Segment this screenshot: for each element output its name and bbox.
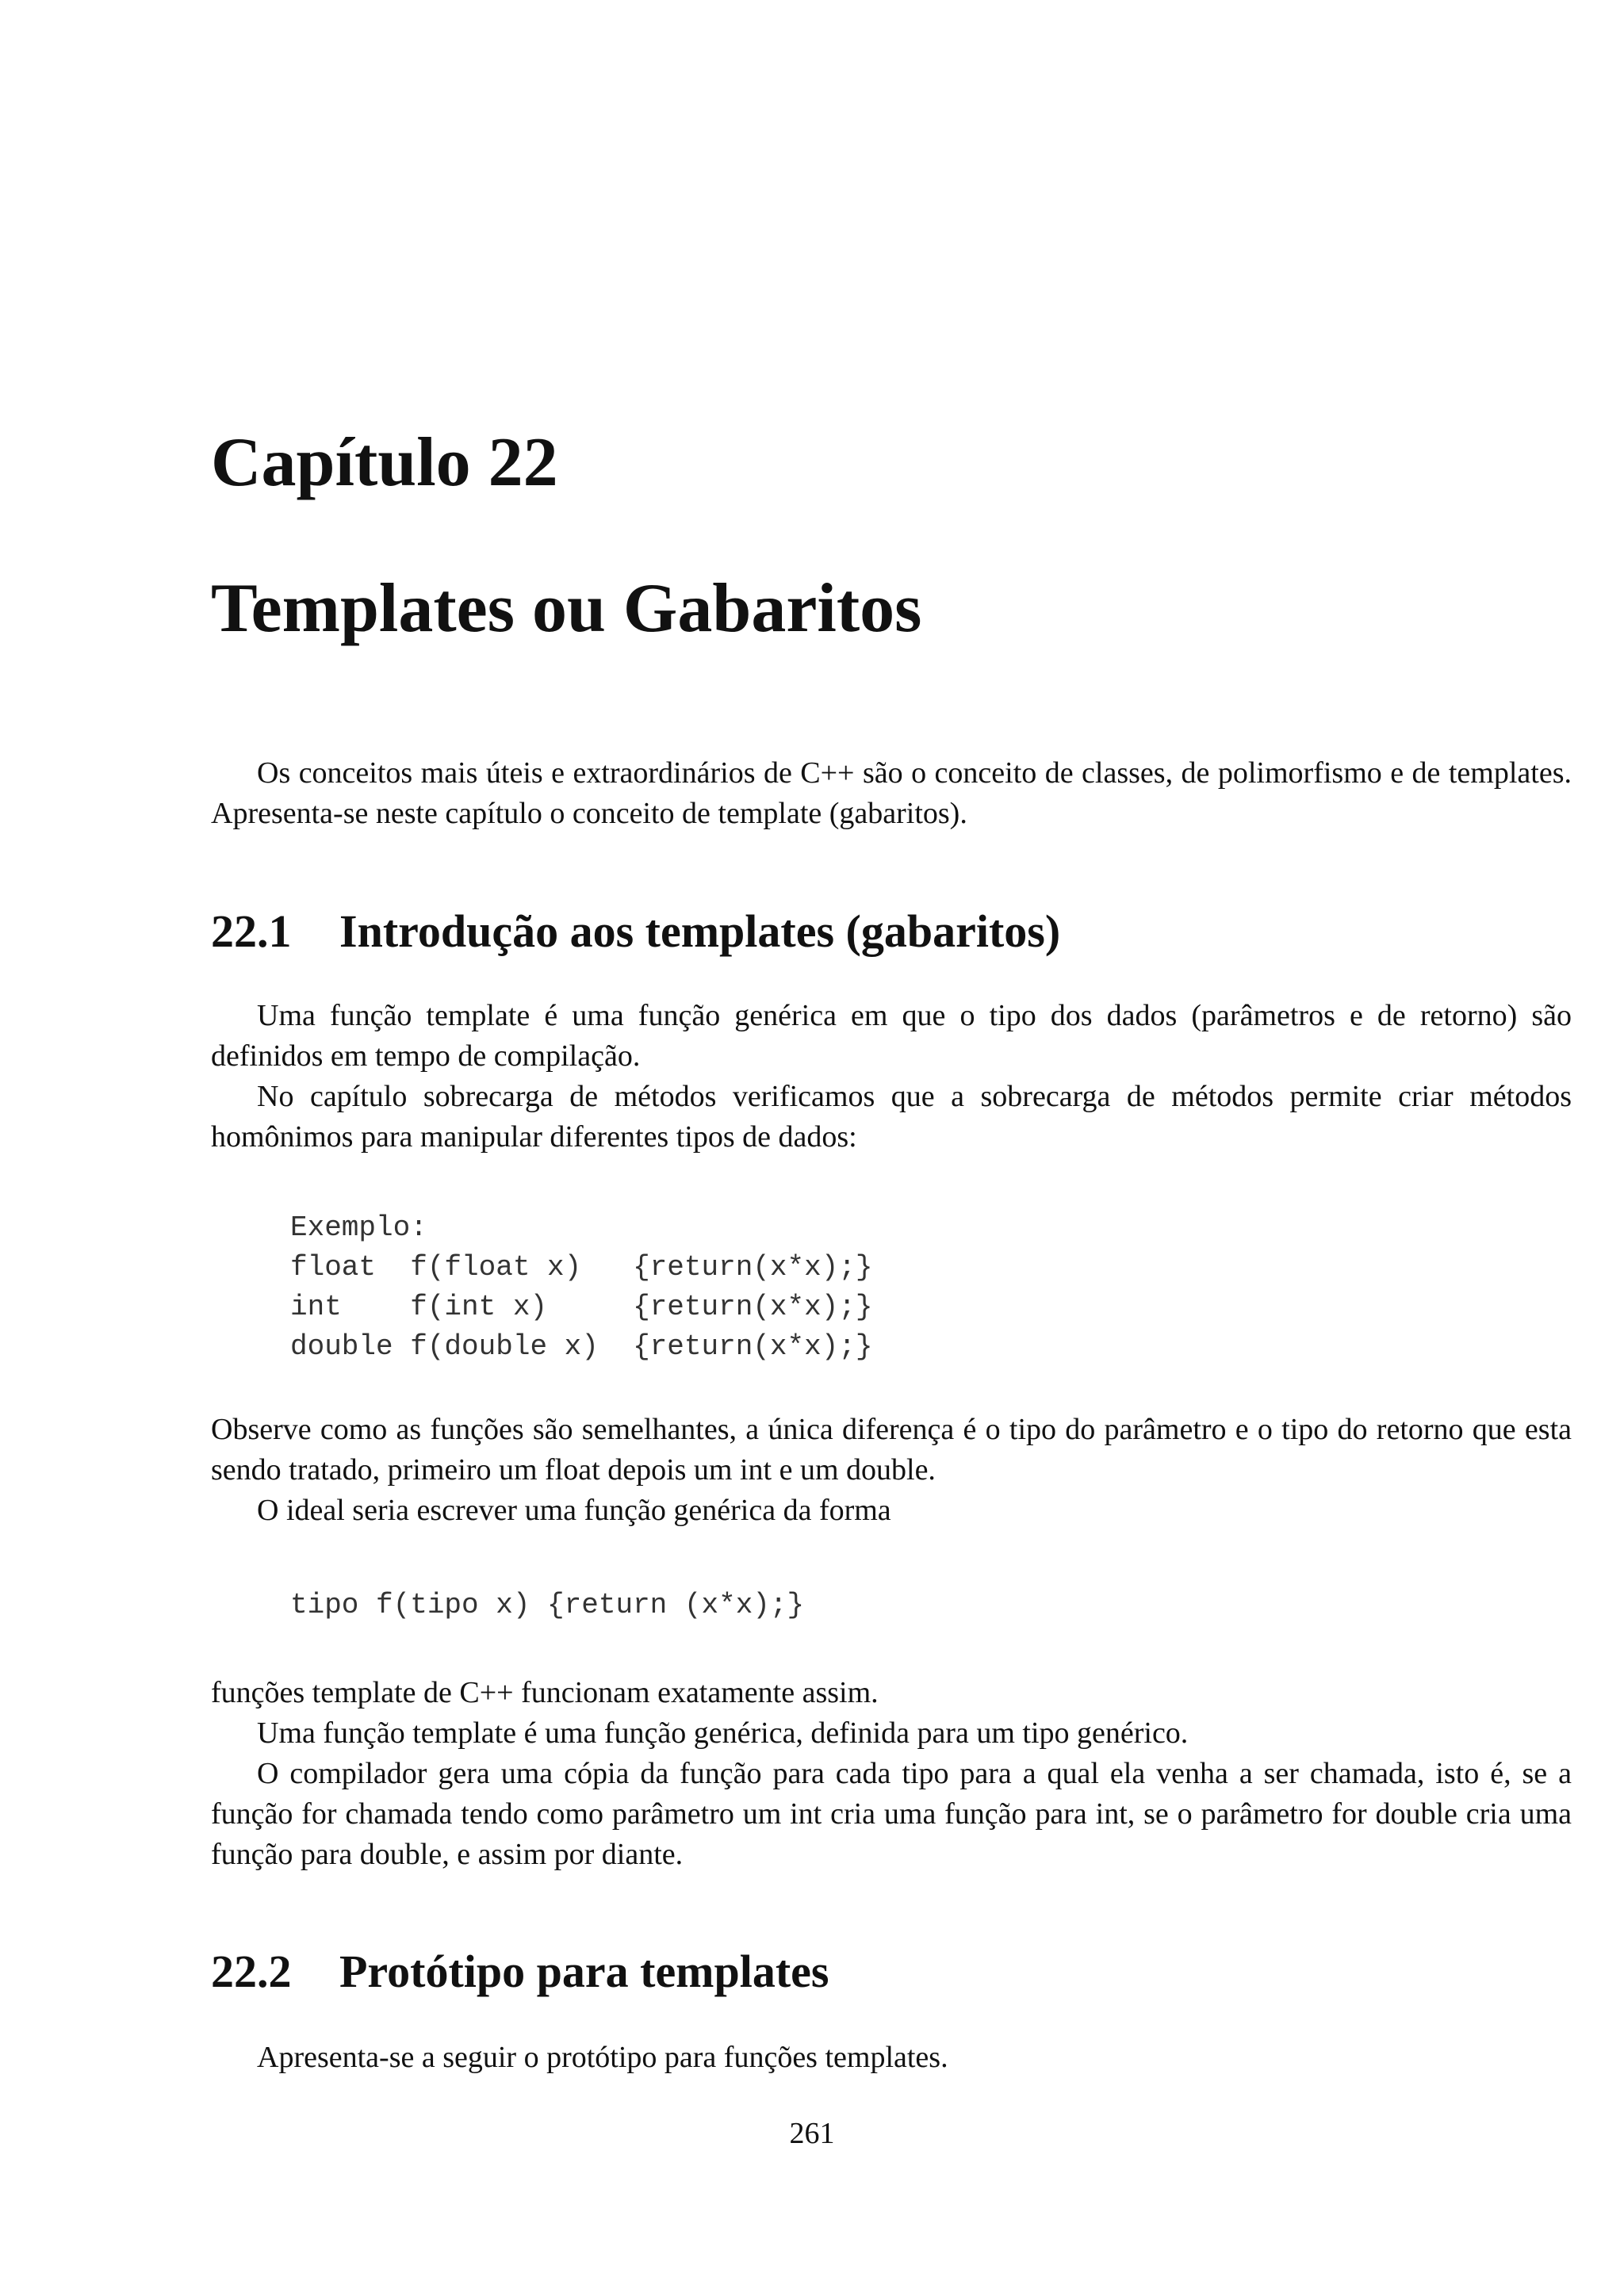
section-title: Protótipo para templates: [339, 1946, 829, 1997]
section-heading-22-2: [211, 1946, 829, 1997]
code-example-generic: tipo f(tipo x) {return (x*x);}: [290, 1589, 805, 1621]
section-22-1-text-a: [211, 996, 1572, 1158]
paragraph: O compilador gera uma cópia da função para cada tipo para a qual ela venha a ser chamada, isto é, se a função for chamada tendo como parâmetro um int cria uma função para int, se o parâmetro for double cria uma função para double, e assim por diante.: [211, 1757, 1572, 1871]
section-heading-22-1: [211, 905, 1061, 957]
paragraph: Observe como as funções são semelhantes, a única diferença é o tipo do parâmetro e o tipo do retorno que esta sendo tratado, primeiro um float depois um int e um double.: [211, 1413, 1572, 1487]
section-number: 22.2: [211, 1946, 292, 1997]
paragraph: Uma função template é uma função genérica, definida para um tipo genérico.: [257, 1716, 1189, 1750]
section-number: 22.1: [211, 905, 292, 957]
intro-paragraph-block: [211, 753, 1572, 834]
paragraph: O ideal seria escrever uma função genérica da forma: [257, 1494, 891, 1527]
section-22-1-text-b: [211, 1410, 1572, 1531]
page-number: 261: [789, 2117, 835, 2150]
chapter-label: Capítulo 22: [211, 424, 558, 501]
paragraph: No capítulo sobrecarga de métodos verificamos que a sobrecarga de métodos permite criar métodos homônimos para manipular diferentes tipos de dados:: [211, 1080, 1572, 1154]
paragraph: Uma função template é uma função genérica em que o tipo dos dados (parâmetros e de retorno) são definidos em tempo de compilação.: [211, 999, 1572, 1073]
paragraph: Apresenta-se a seguir o protótipo para funções templates.: [257, 2041, 948, 2074]
section-22-2-text: [211, 2038, 1572, 2078]
section-22-1-text-c: [211, 1673, 1572, 1875]
chapter-title: Templates ou Gabaritos: [211, 570, 922, 647]
section-title: Introdução aos templates (gabaritos): [339, 905, 1061, 957]
code-example-overloads: Exemplo: float f(float x) {return(x*x);} int f(int x) {return(x*x);} double f(double x) {return(x*x);}: [290, 1211, 873, 1363]
paragraph: funções template de C++ funcionam exatamente assim.: [211, 1676, 879, 1709]
intro-paragraph: Os conceitos mais úteis e extraordinários de C++ são o conceito de classes, de polimorfismo e de templates. Apresenta-se neste capítulo o conceito de template (gabaritos).: [211, 756, 1572, 830]
